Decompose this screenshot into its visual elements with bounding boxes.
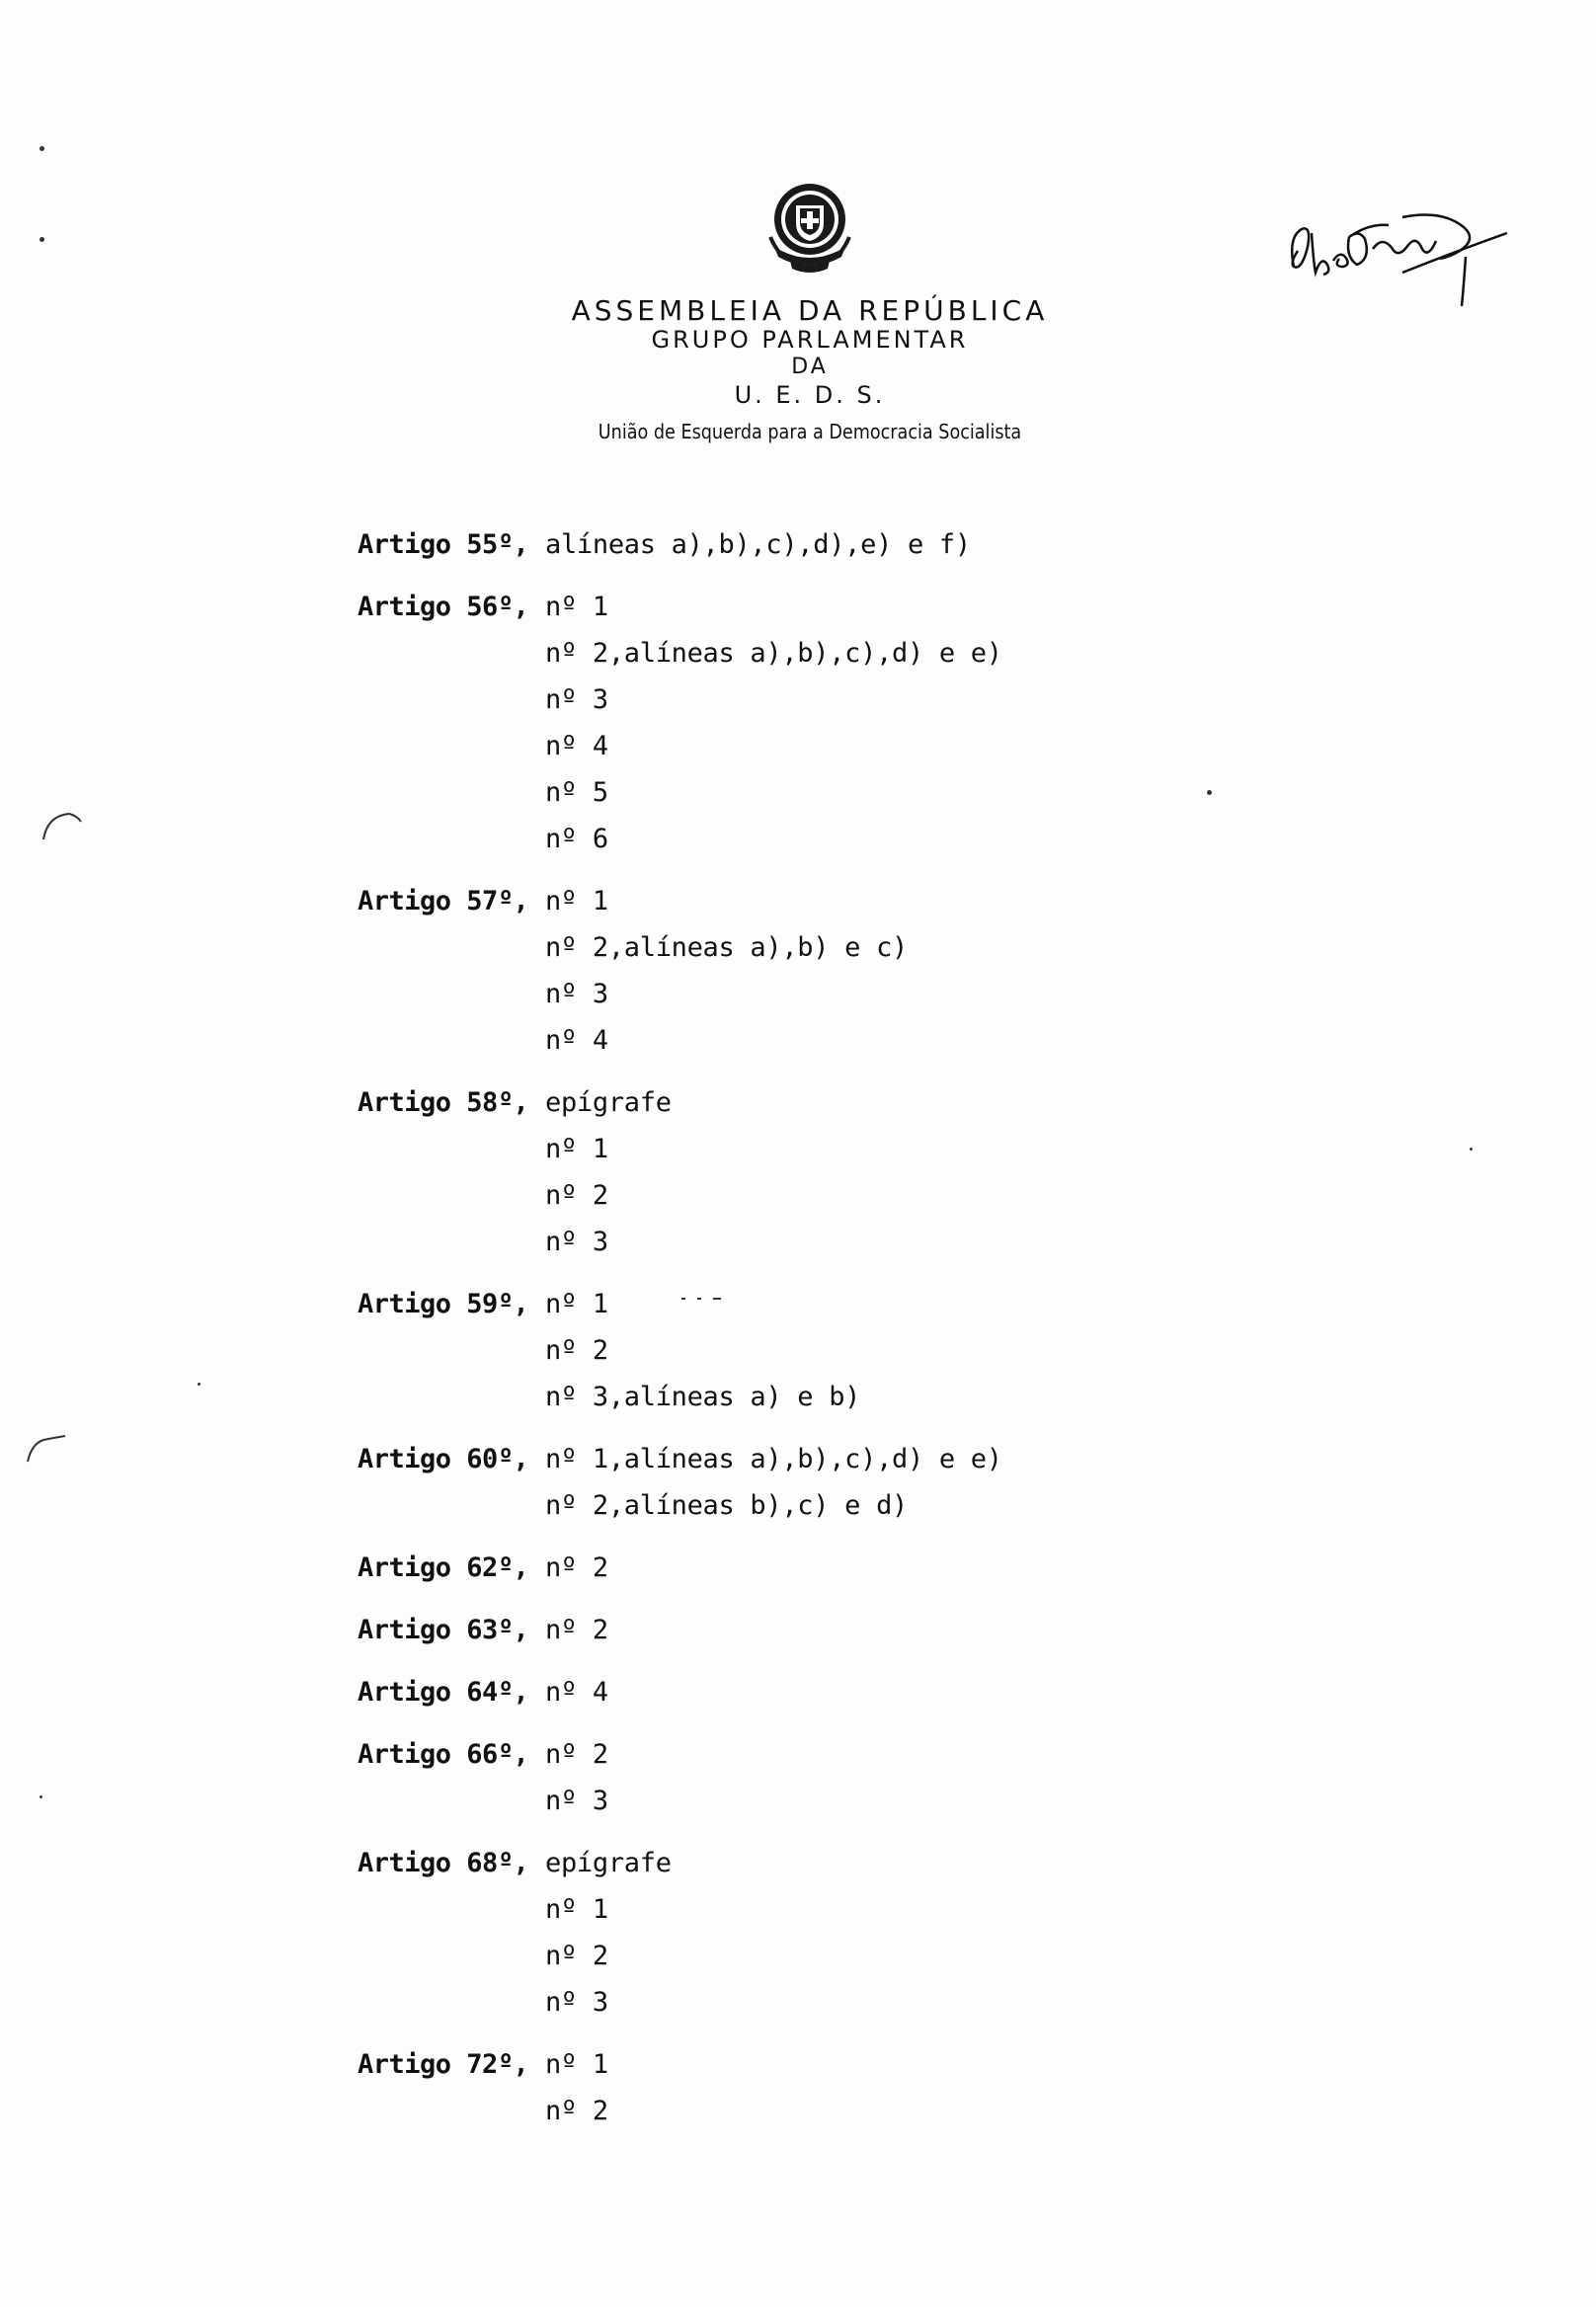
article-item: nº 2 bbox=[545, 1552, 608, 1583]
article-label-spacer bbox=[358, 630, 545, 676]
margin-hole-mark bbox=[24, 1422, 73, 1472]
article-label: Artigo 63º, bbox=[358, 1615, 529, 1645]
article-label-spacer bbox=[358, 924, 545, 971]
article-row bbox=[358, 1731, 1246, 1778]
margin-hole-mark bbox=[40, 800, 89, 849]
article-item: nº 3 bbox=[545, 1786, 608, 1816]
article-row bbox=[358, 924, 1246, 971]
article-label: Artigo 58º, bbox=[358, 1087, 529, 1118]
article-block bbox=[358, 1840, 1246, 2026]
article-row bbox=[358, 584, 1246, 630]
article-block bbox=[358, 1607, 1246, 1653]
article-label-spacer bbox=[358, 1172, 545, 1219]
article-item: nº 3 bbox=[545, 684, 608, 715]
article-block bbox=[358, 1545, 1246, 1591]
article-label: Artigo 56º, bbox=[358, 592, 529, 622]
article-label: Artigo 64º, bbox=[358, 1677, 529, 1708]
article-row bbox=[358, 1079, 1246, 1126]
article-item: nº 1 bbox=[545, 2049, 608, 2080]
article-item: nº 4 bbox=[545, 1677, 608, 1708]
article-item: nº 3 bbox=[545, 1987, 608, 2018]
article-item: nº 1 bbox=[545, 1134, 608, 1164]
article-label-spacer bbox=[358, 1327, 545, 1374]
article-block bbox=[358, 584, 1246, 862]
article-item: epígrafe bbox=[545, 1848, 672, 1878]
article-label-spacer bbox=[358, 723, 545, 769]
article-label: Artigo 62º, bbox=[358, 1552, 529, 1583]
group-connector: DA bbox=[791, 355, 829, 379]
scan-speck bbox=[40, 146, 44, 151]
article-label: Artigo 59º, bbox=[358, 1289, 529, 1319]
article-block bbox=[358, 1669, 1246, 1715]
article-block bbox=[358, 1731, 1246, 1824]
article-row bbox=[358, 630, 1246, 676]
article-row bbox=[358, 1669, 1246, 1715]
article-row bbox=[358, 2088, 1246, 2134]
article-item: nº 5 bbox=[545, 777, 608, 808]
scan-speck bbox=[1207, 790, 1212, 795]
article-block bbox=[358, 2041, 1246, 2134]
article-row bbox=[358, 1374, 1246, 1420]
article-label-spacer bbox=[358, 971, 545, 1017]
article-label: Artigo 68º, bbox=[358, 1848, 529, 1878]
article-block bbox=[358, 1079, 1246, 1265]
article-item: nº 4 bbox=[545, 731, 608, 761]
party-full-name: União de Esquerda para a Democracia Socialista bbox=[598, 420, 1022, 443]
article-row bbox=[358, 971, 1246, 1017]
article-item: nº 2,alíneas a),b) e c) bbox=[545, 932, 908, 963]
article-label-spacer bbox=[358, 1979, 545, 2026]
article-row bbox=[358, 1219, 1246, 1265]
article-label-spacer bbox=[358, 1482, 545, 1529]
article-row bbox=[358, 1172, 1246, 1219]
article-row bbox=[358, 1545, 1246, 1591]
article-item: epígrafe bbox=[545, 1087, 672, 1118]
article-row bbox=[358, 1607, 1246, 1653]
article-row bbox=[358, 816, 1246, 862]
article-block bbox=[358, 1281, 1246, 1420]
handwritten-signature bbox=[1254, 178, 1521, 326]
article-item: nº 1 bbox=[545, 1894, 608, 1925]
article-row bbox=[358, 769, 1246, 816]
article-row bbox=[358, 1778, 1246, 1824]
article-list bbox=[358, 521, 1246, 2150]
party-acronym: U. E. D. S. bbox=[734, 381, 886, 409]
article-item: nº 2,alíneas b),c) e d) bbox=[545, 1490, 908, 1521]
institution-name: ASSEMBLEIA DA REPÚBLICA bbox=[571, 294, 1049, 327]
article-item: nº 3 bbox=[545, 1227, 608, 1257]
article-row bbox=[358, 1886, 1246, 1933]
article-item: nº 2 bbox=[545, 1941, 608, 1971]
article-row bbox=[358, 2041, 1246, 2088]
scan-speck bbox=[681, 1298, 685, 1300]
article-row bbox=[358, 1281, 1246, 1327]
article-label-spacer bbox=[358, 1886, 545, 1933]
document-header bbox=[395, 296, 1225, 444]
article-label-spacer bbox=[358, 769, 545, 816]
scan-speck bbox=[40, 1795, 42, 1798]
article-item: nº 2 bbox=[545, 1180, 608, 1211]
article-label-spacer bbox=[358, 1126, 545, 1172]
article-item: nº 2 bbox=[545, 1615, 608, 1645]
article-item: nº 3,alíneas a) e b) bbox=[545, 1382, 861, 1412]
group-name: GRUPO PARLAMENTAR bbox=[651, 326, 969, 354]
article-label: Artigo 72º, bbox=[358, 2049, 529, 2080]
article-block bbox=[358, 878, 1246, 1064]
scan-speck bbox=[1470, 1148, 1473, 1151]
article-label-spacer bbox=[358, 2088, 545, 2134]
article-block bbox=[358, 1436, 1246, 1529]
article-item: nº 6 bbox=[545, 824, 608, 854]
article-label: Artigo 55º, bbox=[358, 529, 529, 560]
article-label-spacer bbox=[358, 816, 545, 862]
article-row bbox=[358, 723, 1246, 769]
article-label-spacer bbox=[358, 676, 545, 723]
scan-speck bbox=[40, 237, 44, 242]
article-label-spacer bbox=[358, 1017, 545, 1064]
article-item: nº 1,alíneas a),b),c),d) e e) bbox=[545, 1444, 1002, 1474]
article-item: nº 4 bbox=[545, 1025, 608, 1056]
article-item: nº 2,alíneas a),b),c),d) e e) bbox=[545, 638, 1002, 669]
article-item: alíneas a),b),c),d),e) e f) bbox=[545, 529, 971, 560]
article-row bbox=[358, 1482, 1246, 1529]
article-label-spacer bbox=[358, 1219, 545, 1265]
article-item: nº 2 bbox=[545, 1739, 608, 1770]
article-block bbox=[358, 521, 1246, 568]
article-row bbox=[358, 1933, 1246, 1979]
scan-speck bbox=[697, 1298, 701, 1300]
article-label: Artigo 57º, bbox=[358, 886, 529, 916]
article-label-spacer bbox=[358, 1374, 545, 1420]
article-row bbox=[358, 1436, 1246, 1482]
article-row bbox=[358, 1979, 1246, 2026]
article-row bbox=[358, 676, 1246, 723]
article-row bbox=[358, 1327, 1246, 1374]
article-label: Artigo 60º, bbox=[358, 1444, 529, 1474]
article-item: nº 3 bbox=[545, 979, 608, 1009]
article-item: nº 2 bbox=[545, 1335, 608, 1366]
coat-of-arms-icon bbox=[760, 178, 859, 286]
article-item: nº 2 bbox=[545, 2096, 608, 2126]
article-row bbox=[358, 1840, 1246, 1886]
article-item: nº 1 bbox=[545, 592, 608, 622]
article-label-spacer bbox=[358, 1933, 545, 1979]
article-row bbox=[358, 878, 1246, 924]
article-label: Artigo 66º, bbox=[358, 1739, 529, 1770]
article-row bbox=[358, 1017, 1246, 1064]
article-row bbox=[358, 1126, 1246, 1172]
article-item: nº 1 bbox=[545, 886, 608, 916]
article-row bbox=[358, 521, 1246, 568]
article-label-spacer bbox=[358, 1778, 545, 1824]
article-item: nº 1 bbox=[545, 1289, 608, 1319]
scan-speck bbox=[713, 1298, 721, 1300]
scan-speck bbox=[198, 1383, 200, 1386]
